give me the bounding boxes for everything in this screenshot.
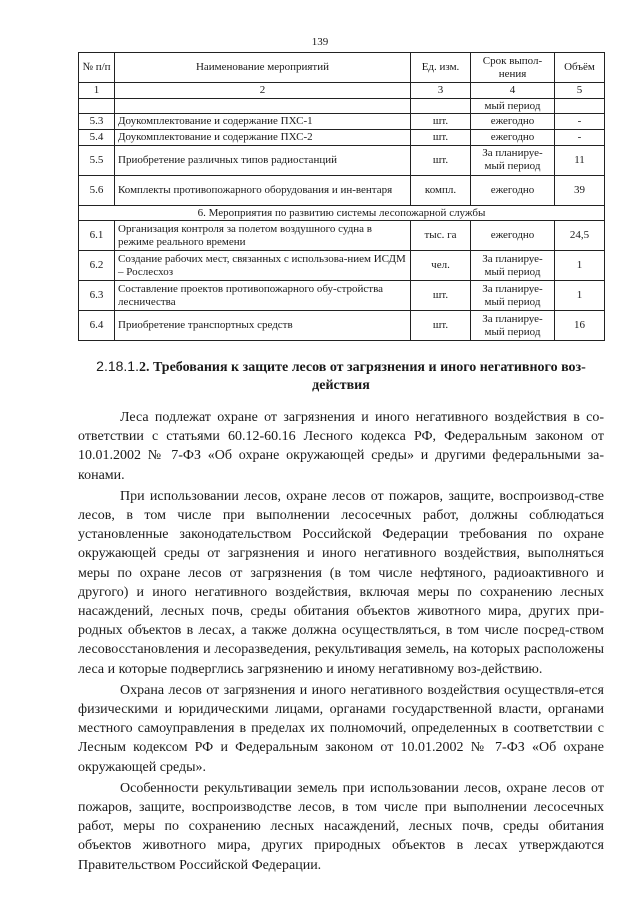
cell-term: За планируе-мый период xyxy=(471,311,555,341)
cell-number: 6.3 xyxy=(79,281,115,311)
table-row xyxy=(79,281,605,311)
table-row xyxy=(79,251,605,281)
paragraph: При использовании лесов, охране лесов от пожаров, защите, воспроизвод-стве лесов, в том числе при выполнении лесосечных работ, должны соблюдаться установленные законодательством Российской Федерации требования по охране окружающей среды от загрязнения и иного негативного воздействия, выполняться меры по охране лесов от загрязнения (в том числе нефтяного, радиоактивного и другого) и иного негативного воздействия, включая меры по сохранению лесных насаждений, лесных почв, среды обитания объектов животного мира, других при-родных объектов в лесах, а также должна осуществляться, в том числе посред-ством лесовосстановления и лесоразведения, рекультивация земель, на которых расположены леса и которые подверглись загрязнению и иному негативному воз-действию. xyxy=(78,488,604,677)
cell-volume: 24,5 xyxy=(555,221,605,251)
cell-number: 5.6 xyxy=(79,175,115,205)
cell-term: ежегодно xyxy=(471,221,555,251)
cell-unit: компл. xyxy=(411,175,471,205)
cell-volume: - xyxy=(555,129,605,145)
table-row xyxy=(79,98,605,114)
cell-measure: Доукомплектование и содержание ПХС-2 xyxy=(115,129,411,145)
table-row xyxy=(79,175,605,205)
cell-number: 5.3 xyxy=(79,114,115,130)
cell-unit: тыс. га xyxy=(411,221,471,251)
column-number: 2 xyxy=(115,83,411,99)
header-number: № п/п xyxy=(79,53,115,83)
body-text xyxy=(78,408,604,877)
cell-measure: Приобретение транспортных средств xyxy=(115,311,411,341)
header-term: Срок выпол-нения xyxy=(471,53,555,83)
column-numbers-row xyxy=(79,83,605,99)
cell-unit xyxy=(411,98,471,114)
cell-number xyxy=(79,98,115,114)
cell-volume: - xyxy=(555,114,605,130)
cell-number: 5.4 xyxy=(79,129,115,145)
cell-term: ежегодно xyxy=(471,114,555,130)
cell-volume: 1 xyxy=(555,251,605,281)
column-number: 1 xyxy=(79,83,115,99)
cell-measure: Создание рабочих мест, связанных с использова-нием ИСДМ – Рослесхоз xyxy=(115,251,411,281)
table-row xyxy=(79,129,605,145)
section-heading xyxy=(78,357,604,395)
column-number: 3 xyxy=(411,83,471,99)
cell-term: За планируе-мый период xyxy=(471,145,555,175)
table-header-row xyxy=(79,53,605,83)
column-number: 5 xyxy=(555,83,605,99)
section-6-title: 6. Мероприятия по развитию системы лесопожарной службы xyxy=(79,205,605,221)
column-number: 4 xyxy=(471,83,555,99)
cell-unit: шт. xyxy=(411,145,471,175)
cell-volume xyxy=(555,98,605,114)
cell-measure: Организация контроля за полетом воздушного судна в режиме реального времени xyxy=(115,221,411,251)
section-number: 2.18.1. xyxy=(96,358,139,374)
table-row xyxy=(79,221,605,251)
cell-unit: шт. xyxy=(411,311,471,341)
section-title: 2. Требования к защите лесов от загрязнения и иного негативного воз-действия xyxy=(138,360,586,393)
cell-measure xyxy=(115,98,411,114)
measures-table xyxy=(78,52,605,341)
cell-unit: шт. xyxy=(411,114,471,130)
cell-measure: Составление проектов противопожарного обу-стройства лесничества xyxy=(115,281,411,311)
cell-number: 6.1 xyxy=(79,221,115,251)
paragraph: Охрана лесов от загрязнения и иного негативного воздействия осуществля-ется физическими и юридическими лицами, органами государственной власти, органами местного самоуправления в пределах их полномочий, определенных в соответствии с Лесным кодексом РФ и Федеральным законом от 10.01.2002 № 7-ФЗ «Об охране окружающей среды». xyxy=(78,682,604,775)
cell-term: мый период xyxy=(471,98,555,114)
cell-volume: 11 xyxy=(555,145,605,175)
cell-term: ежегодно xyxy=(471,129,555,145)
table-row xyxy=(79,311,605,341)
cell-unit: чел. xyxy=(411,251,471,281)
cell-measure: Комплекты противопожарного оборудования и ин-вентаря xyxy=(115,175,411,205)
cell-volume: 39 xyxy=(555,175,605,205)
cell-term: За планируе-мый период xyxy=(471,251,555,281)
cell-volume: 16 xyxy=(555,311,605,341)
table-row xyxy=(79,114,605,130)
table-section-row xyxy=(79,205,605,221)
cell-measure: Приобретение различных типов радиостанций xyxy=(115,145,411,175)
cell-measure: Доукомплектование и содержание ПХС-1 xyxy=(115,114,411,130)
paragraph: Леса подлежат охране от загрязнения и иного негативного воздействия в со-ответствии с статьями 60.12-60.16 Лесного кодекса РФ, Федеральным законом от 10.01.2002 № 7-ФЗ «Об охране окружающей среды» и другими федеральными за-конами. xyxy=(78,410,604,483)
cell-term: За планируе-мый период xyxy=(471,281,555,311)
header-measure-name: Наименование мероприятий xyxy=(115,53,411,83)
paragraph: Особенности рекультивации земель при использовании лесов, охране лесов от пожаров, защите, воспроизводстве лесов, в том числе при выполнении лесосечных работ, меры по сохранению лесных насаждений, лесных почв, среды обитания объектов животного мира, других природных объектов в лесах утверждаются Правительством Российской Федерации. xyxy=(78,780,604,873)
page-number: 139 xyxy=(311,36,329,48)
cell-number: 6.4 xyxy=(79,311,115,341)
cell-number: 5.5 xyxy=(79,145,115,175)
header-volume: Объём xyxy=(555,53,605,83)
cell-volume: 1 xyxy=(555,281,605,311)
cell-term: ежегодно xyxy=(471,175,555,205)
cell-number: 6.2 xyxy=(79,251,115,281)
cell-unit: шт. xyxy=(411,281,471,311)
header-unit: Ед. изм. xyxy=(411,53,471,83)
cell-unit: шт. xyxy=(411,129,471,145)
table-row xyxy=(79,145,605,175)
